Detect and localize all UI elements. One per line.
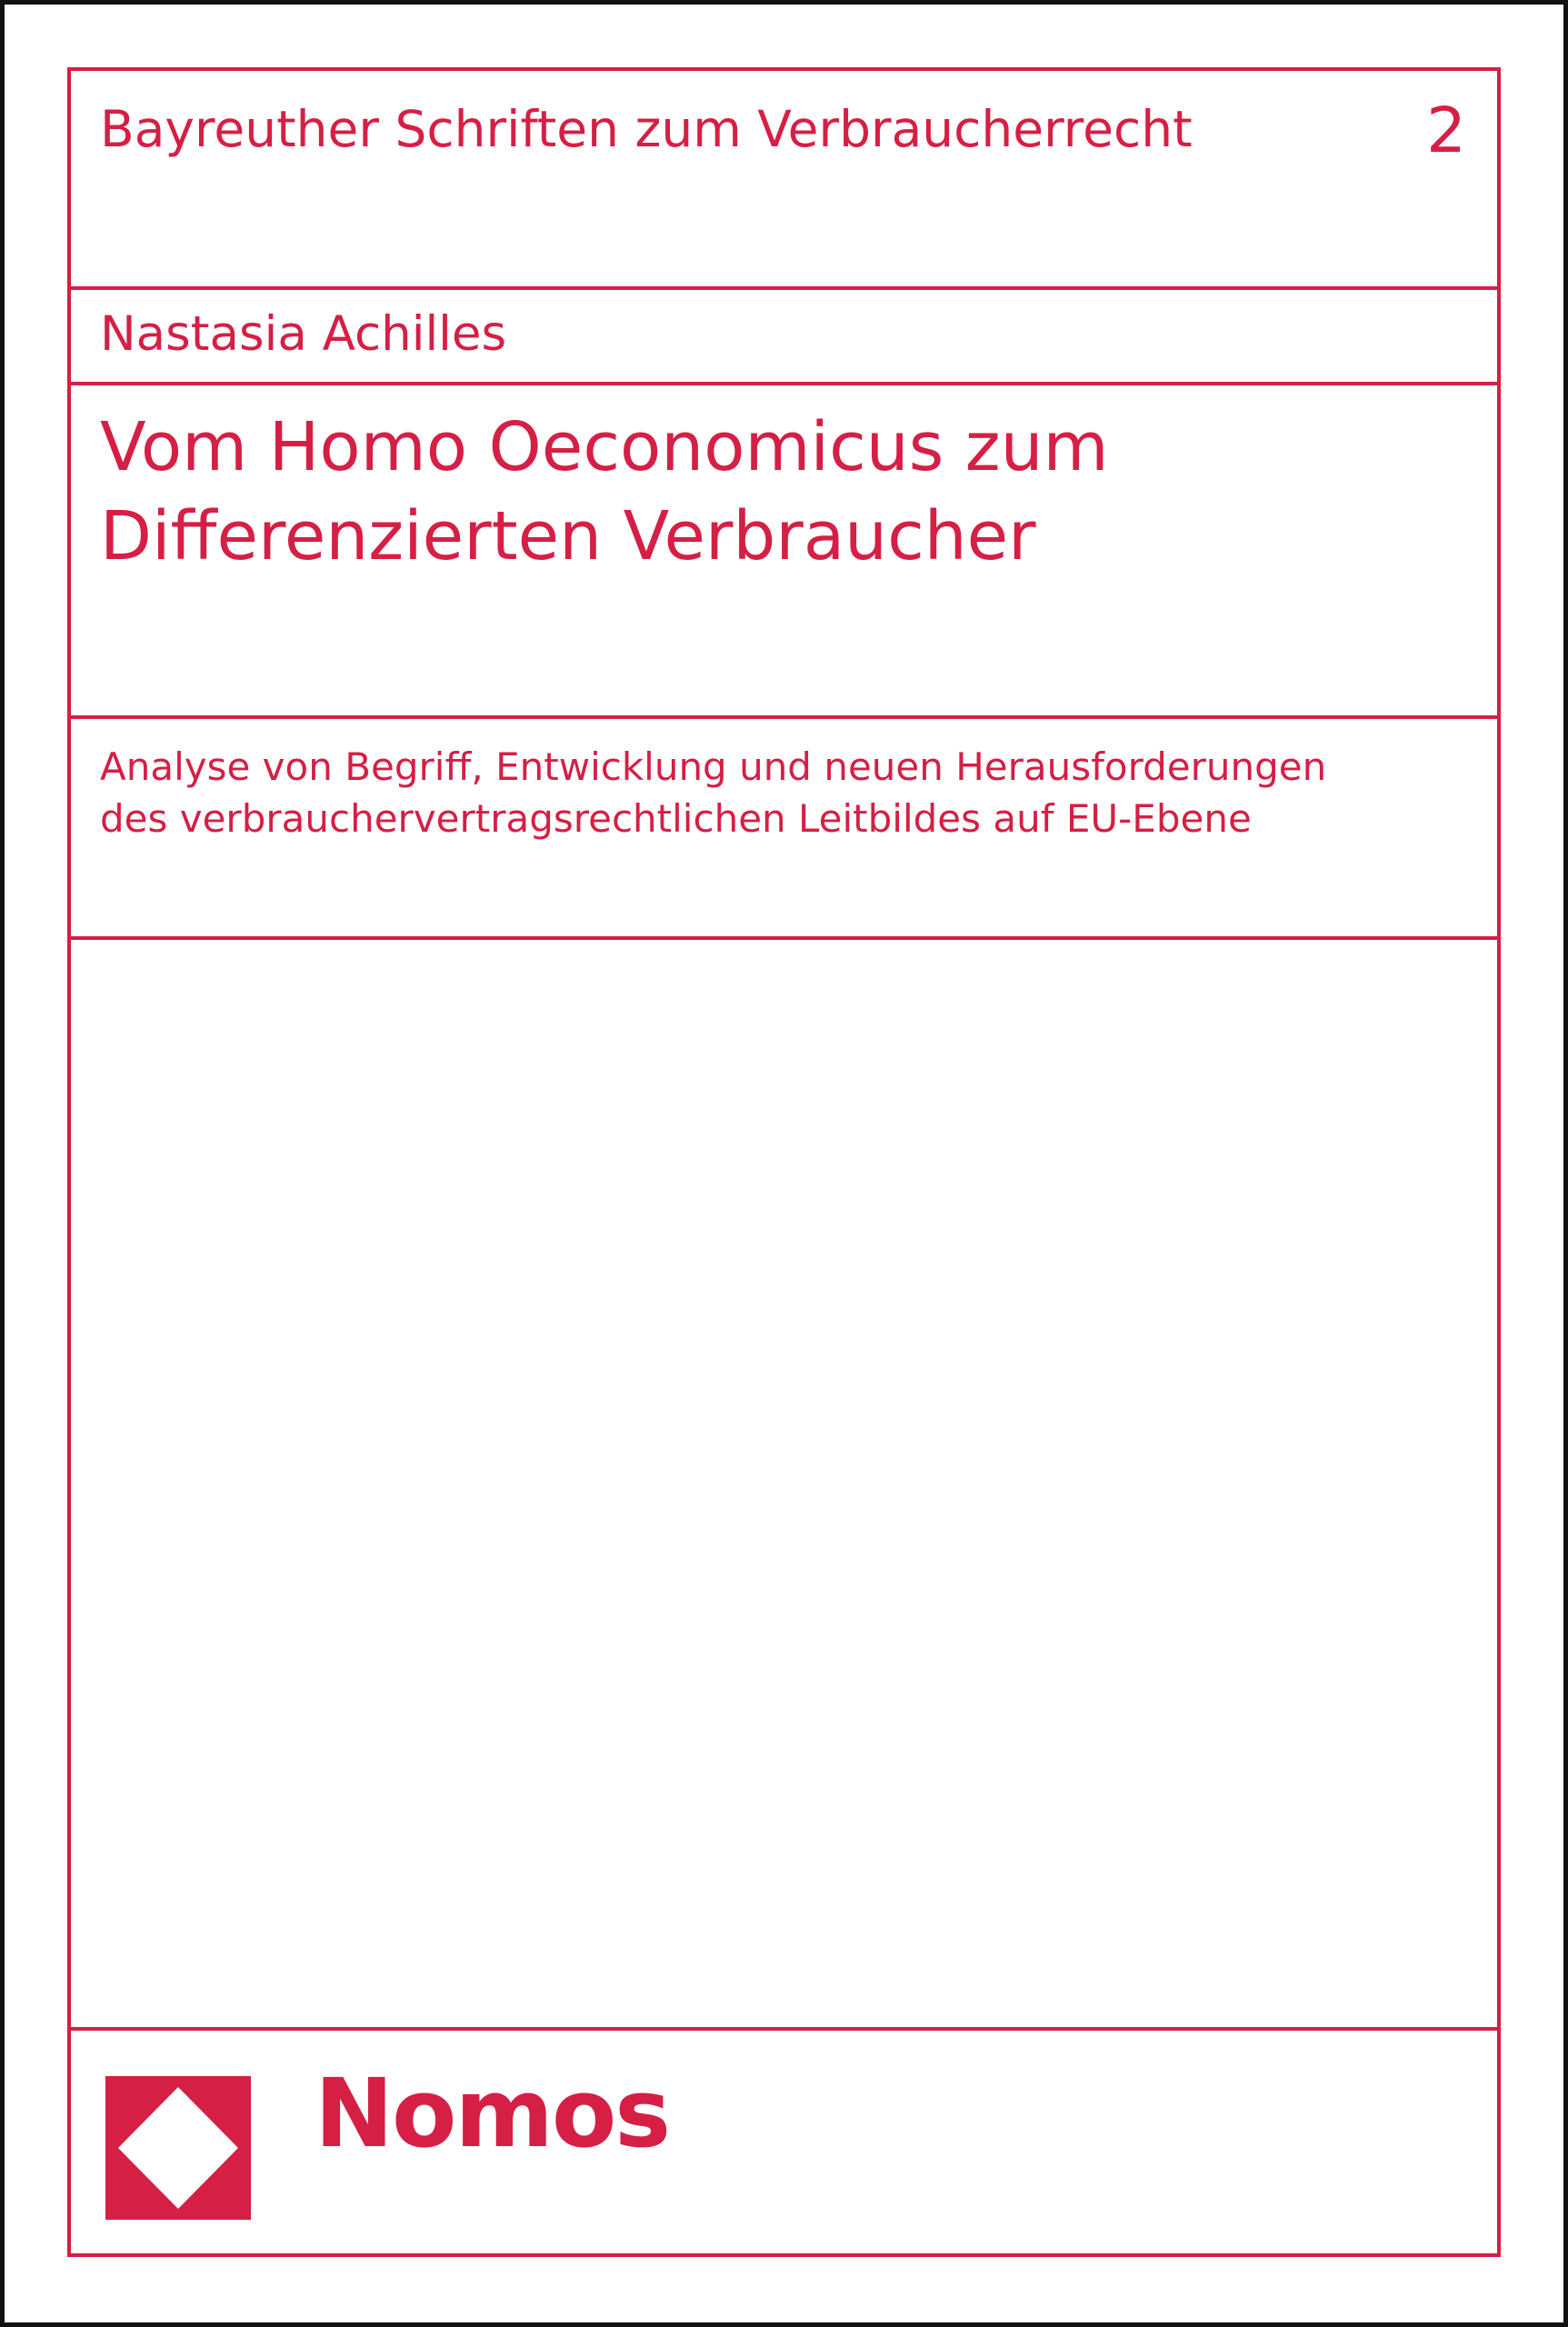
book-title-line-1: Vom Homo Oeconomicus zum	[100, 408, 1109, 486]
subtitle-divider	[67, 936, 1501, 940]
book-subtitle-line-1: Analyse von Begriff, Entwicklung und neuen Herausforderungen	[100, 744, 1327, 789]
title-divider	[67, 715, 1501, 719]
book-subtitle	[100, 741, 1326, 844]
book-title-line-2: Differenzierten Verbraucher	[100, 497, 1036, 575]
publisher-divider	[67, 2027, 1501, 2031]
cover-frame	[67, 67, 1501, 2257]
author-name: Nastasia Achilles	[100, 306, 507, 362]
series-title: Bayreuther Schriften zum Verbraucherrecht	[100, 100, 1193, 158]
series-divider	[67, 286, 1501, 290]
book-title	[100, 403, 1109, 581]
book-subtitle-line-2: des verbrauchervertragsrechtlichen Leitbildes auf EU-Ebene	[100, 796, 1252, 841]
publisher-name: Nomos	[315, 2058, 670, 2169]
nomos-diamond-logo-icon	[105, 2076, 251, 2220]
volume-number: 2	[1426, 95, 1466, 167]
author-divider	[67, 382, 1501, 385]
